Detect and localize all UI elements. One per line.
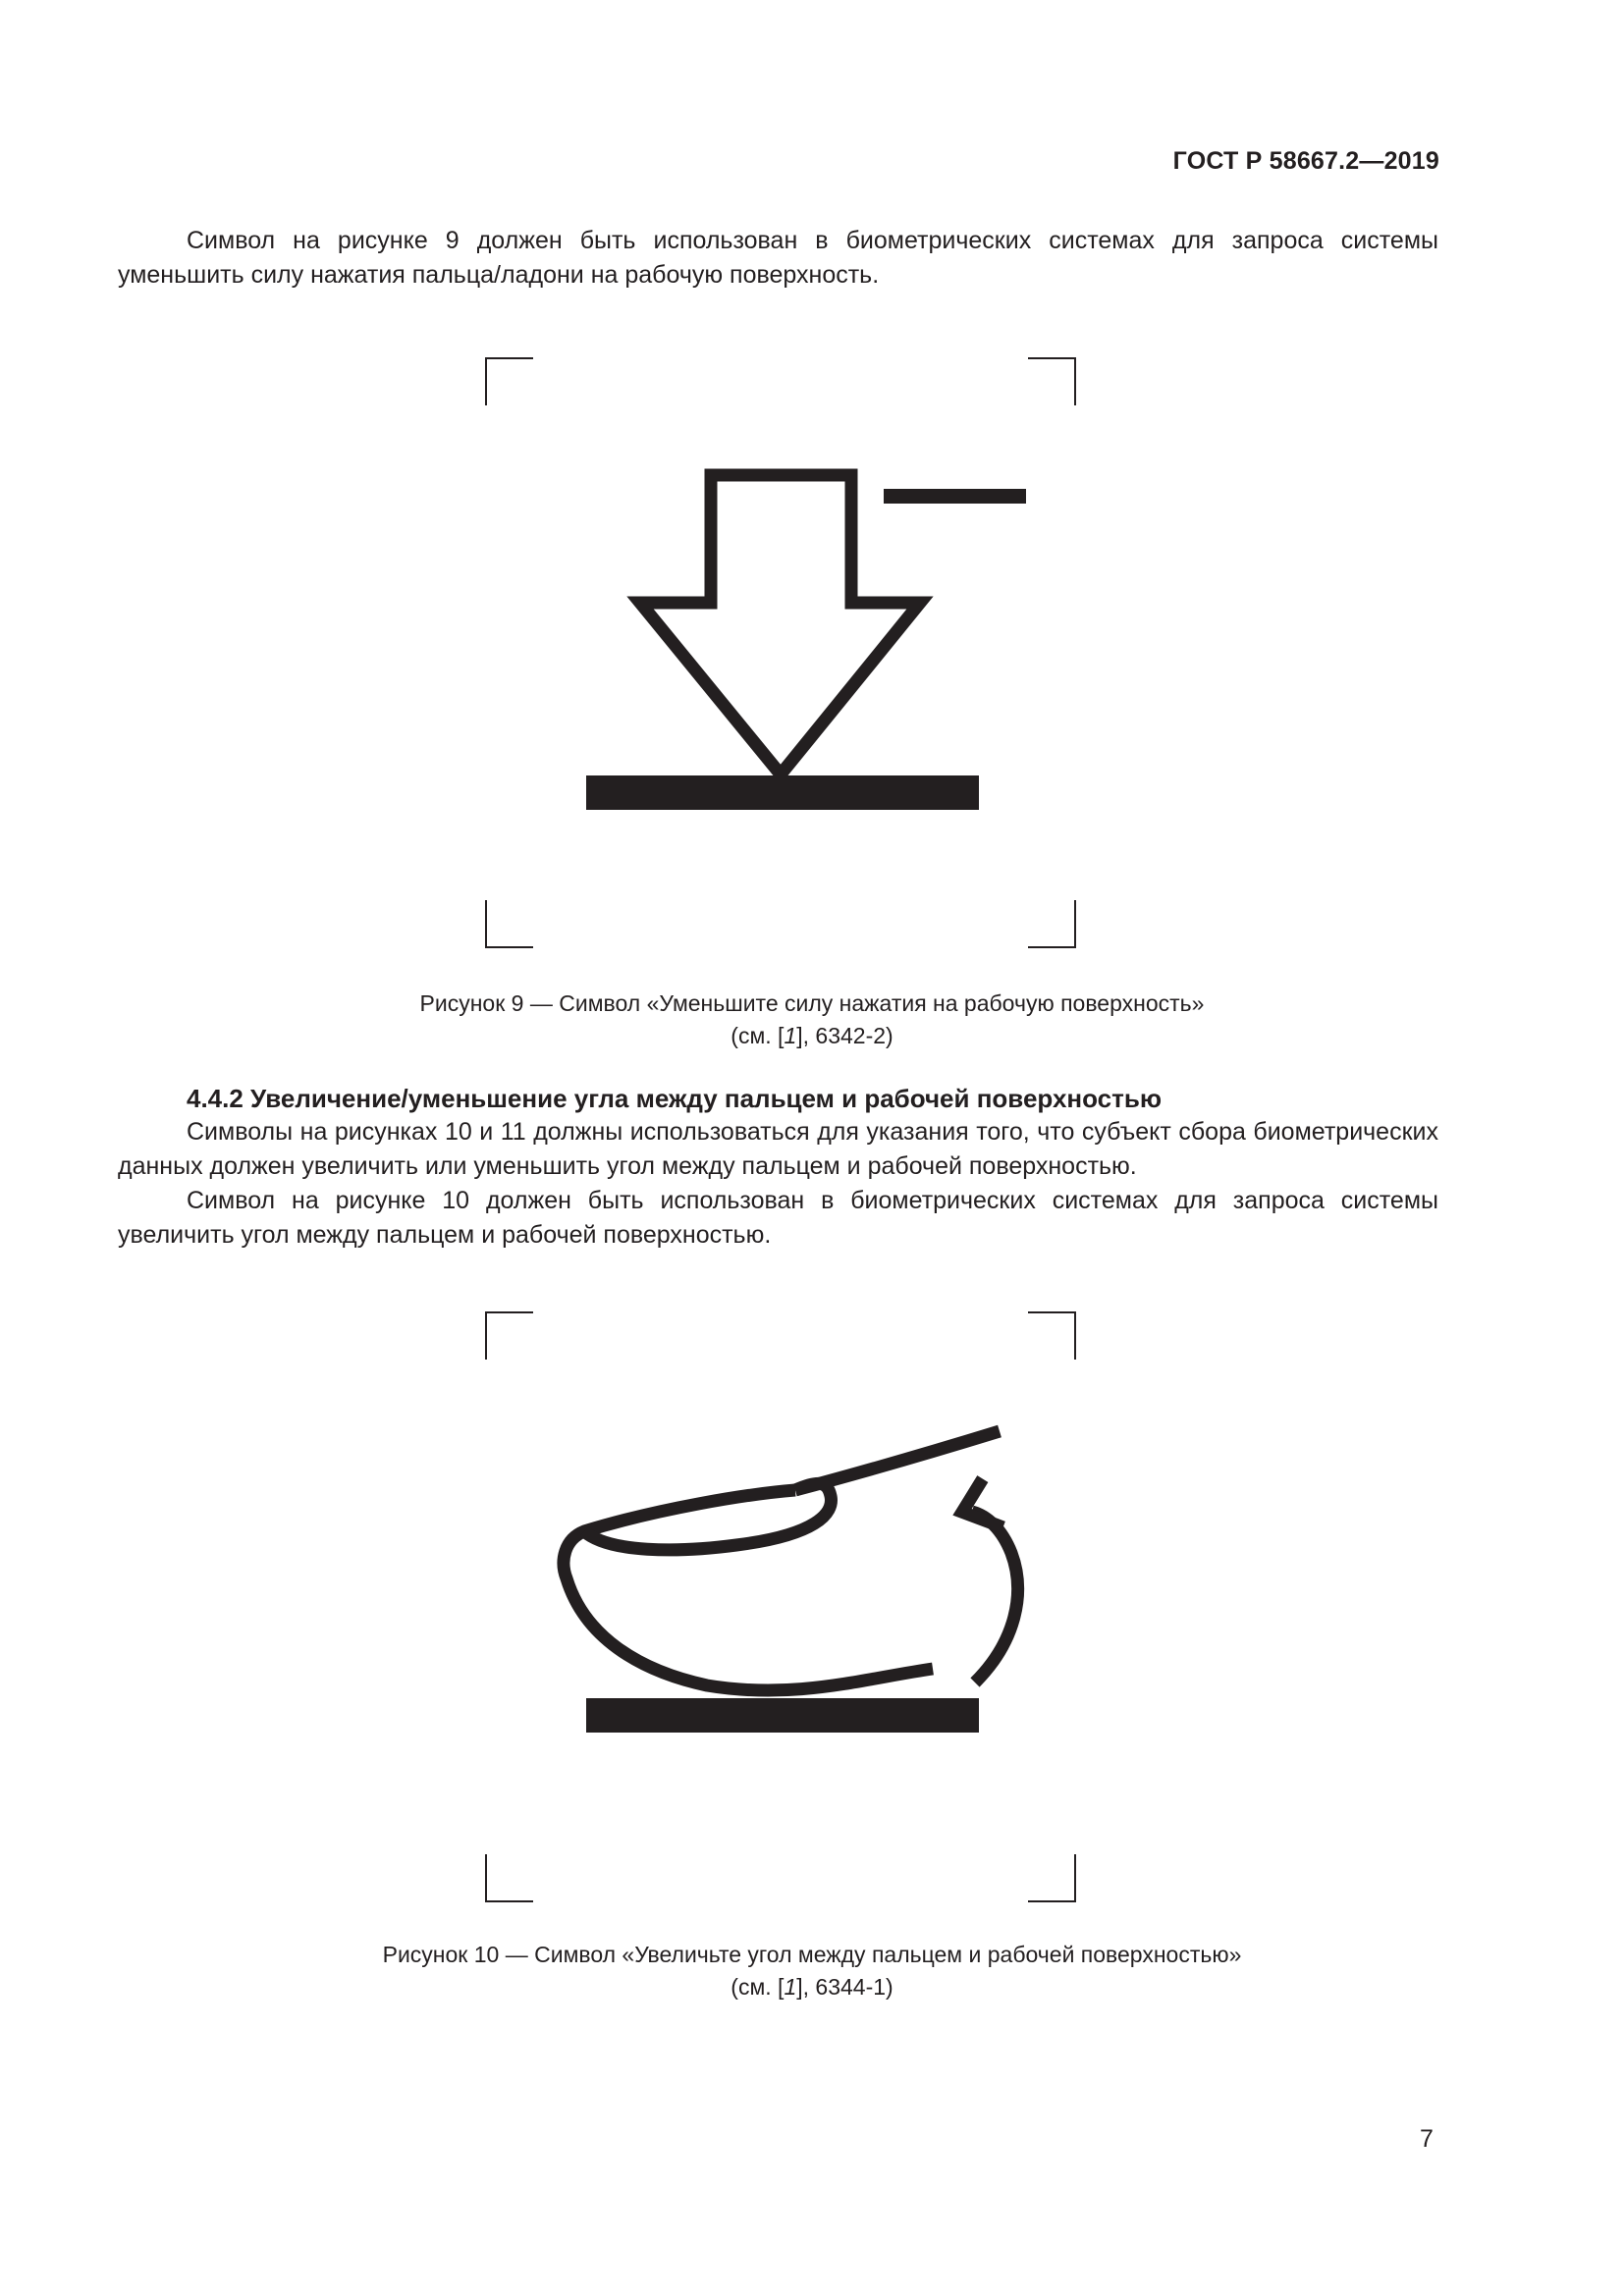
paragraph-text: Символы на рисунках 10 и 11 должны использоваться для указания того, что субъект сбора биометрических данных должен увеличить или уменьшить угол между пальцем и рабочей поверхностью.	[118, 1118, 1438, 1180]
caption-ref-prefix: (см. [	[731, 1023, 785, 1048]
page-number: 7	[1420, 2125, 1434, 2153]
figure-9-caption	[0, 988, 1624, 1052]
caption-ref-prefix: (см. [	[731, 1974, 785, 2000]
paragraph-text: Символ на рисунке 10 должен быть использован в биометрических системах для запроса системы увеличить угол между пальцем и рабочей поверхностью.	[118, 1187, 1438, 1249]
caption-reference	[0, 1971, 1624, 2003]
paragraph-figure9-intro	[118, 224, 1438, 293]
figure-9-reduce-pressure-symbol	[481, 353, 1080, 952]
caption-ref-suffix: ], 6342-2)	[796, 1023, 893, 1048]
caption-ref-number: 1	[784, 1023, 797, 1048]
working-surface-bar	[586, 1698, 979, 1733]
caption-reference	[0, 1020, 1624, 1052]
caption-title: Рисунок 10 — Символ «Увеличьте угол между пальцем и рабочей поверхностью»	[382, 1942, 1242, 1967]
down-arrow-icon	[640, 475, 920, 774]
minus-sign-icon	[884, 489, 1026, 504]
figure-10-increase-angle-symbol	[481, 1308, 1080, 1906]
figure-10-caption	[0, 1939, 1624, 2003]
caption-title: Рисунок 9 — Символ «Уменьшите силу нажатия на рабочую поверхность»	[419, 990, 1205, 1016]
paragraph-figure10-intro	[118, 1184, 1438, 1253]
paragraph-figures-10-11-intro	[118, 1115, 1438, 1184]
working-surface-bar	[586, 775, 979, 810]
figure-frame-corners	[486, 358, 1075, 947]
caption-ref-suffix: ], 6344-1)	[796, 1974, 893, 2000]
document-number-header: ГОСТ Р 58667.2—2019	[1172, 147, 1439, 175]
section-heading-4-4-2: 4.4.2 Увеличение/уменьшение угла между пальцем и рабочей поверхностью	[187, 1084, 1163, 1113]
curved-arrow-icon	[961, 1478, 1018, 1682]
caption-ref-number: 1	[784, 1974, 797, 2000]
paragraph-text: Символ на рисунке 9 должен быть использован в биометрических системах для запроса системы уменьшить силу нажатия пальца/ладони на рабочую поверхность.	[118, 227, 1438, 289]
finger-icon	[564, 1431, 1000, 1690]
